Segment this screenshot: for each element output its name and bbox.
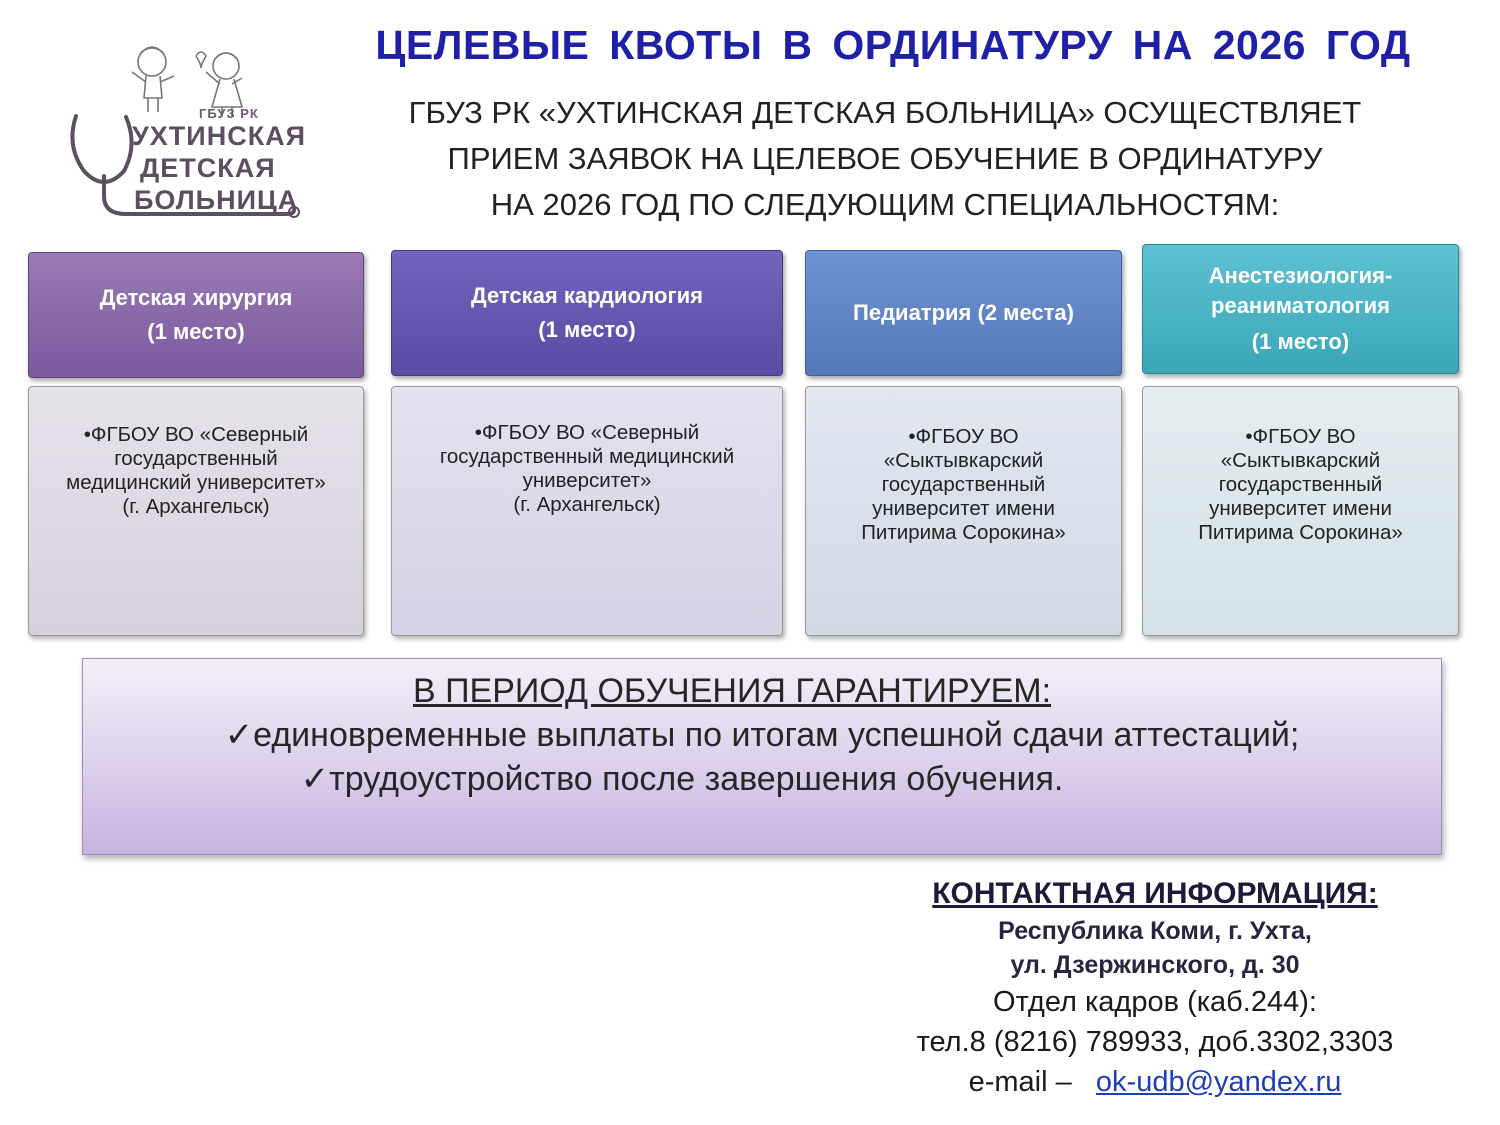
subtitle-line: ГБУЗ РК «УХТИНСКАЯ ДЕТСКАЯ БОЛЬНИЦА» ОСУЩЕСТВЛЯЕТ — [408, 95, 1362, 130]
logo-line-3: БОЛЬНИЦА — [134, 185, 299, 215]
specialty-card-header — [805, 250, 1122, 376]
address-line: ул. Дзержинского, д. 30 — [1010, 951, 1300, 979]
address-line: Республика Коми, г. Ухта, — [998, 917, 1312, 945]
university-line: университет имени — [872, 497, 1055, 520]
university-line: (г. Архангельск) — [122, 495, 270, 518]
university-card — [391, 386, 783, 636]
contact-info — [860, 874, 1450, 1102]
specialty-name: реаниматология — [1211, 293, 1390, 318]
page-subtitle — [340, 90, 1430, 228]
university-line: государственный — [1218, 473, 1383, 496]
specialty-name: Детская хирургия — [99, 285, 293, 310]
contacts-title: КОНТАКТНАЯ ИНФОРМАЦИЯ: — [932, 877, 1378, 910]
guarantee-box — [82, 658, 1442, 855]
university-line: Питирима Сорокина» — [861, 521, 1066, 544]
phone: тел.8 (8216) 789933, доб.3302,3303 — [916, 1026, 1394, 1058]
specialty-card-header — [1142, 244, 1459, 374]
university-line: медицинский университет» — [66, 471, 326, 494]
specialty-places: (1 место) — [538, 317, 636, 342]
page-title: ЦЕЛЕВЫЕ КВОТЫ В ОРДИНАТУРУ НА 2026 ГОД — [375, 22, 1411, 68]
specialty-places: (1 место) — [147, 319, 245, 344]
department: Отдел кадров (каб.244): — [993, 986, 1317, 1018]
specialty-card-header — [28, 252, 364, 378]
email-label: e-mail – — [968, 1066, 1072, 1098]
university-card — [805, 386, 1122, 636]
university-line: Питирима Сорокина» — [1198, 521, 1403, 544]
university-line: университет» — [522, 469, 652, 492]
university-line: «Сыктывкарский — [883, 449, 1044, 472]
university-line: государственный — [881, 473, 1046, 496]
subtitle-line: НА 2026 ГОД ПО СЛЕДУЮЩИМ СПЕЦИАЛЬНОСТЯМ: — [490, 187, 1280, 222]
logo-line-2: ДЕТСКАЯ — [140, 153, 276, 183]
university-line: •ФГБОУ ВО «Северный — [474, 421, 700, 444]
university-line: (г. Архангельск) — [513, 493, 661, 516]
specialty-name: Анестезиология- — [1208, 263, 1393, 288]
university-line: государственный медицинский — [439, 445, 735, 468]
guarantee-item: ✓единовременные выплаты по итогам успешной сдачи аттестаций; — [224, 716, 1300, 754]
guarantee-title: В ПЕРИОД ОБУЧЕНИЯ ГАРАНТИРУЕМ: — [412, 672, 1052, 710]
subtitle-line: ПРИЕМ ЗАЯВОК НА ЦЕЛЕВОЕ ОБУЧЕНИЕ В ОРДИНАТУРУ — [447, 141, 1323, 176]
university-line: университет имени — [1209, 497, 1392, 520]
email-link[interactable]: ok-udb@yandex.ru — [1095, 1066, 1342, 1098]
university-line: •ФГБОУ ВО — [1245, 425, 1356, 448]
specialty-name: Детская кардиология — [471, 283, 703, 308]
guarantee-item: ✓трудоустройство после завершения обучения. — [300, 760, 1064, 798]
hospital-logo — [36, 36, 306, 226]
university-line: «Сыктывкарский — [1220, 449, 1381, 472]
university-line: государственный — [114, 447, 278, 470]
email-row — [860, 1062, 1450, 1102]
university-card — [28, 386, 364, 636]
university-line: •ФГБОУ ВО — [908, 425, 1019, 448]
specialty-name: Педиатрия (2 места) — [853, 300, 1074, 325]
logo-line-1: УХТИНСКАЯ — [132, 121, 307, 151]
logo-small-text: ГБУЗ РК — [199, 106, 259, 121]
specialty-card-header — [391, 250, 783, 376]
university-card — [1142, 386, 1459, 636]
specialty-places: (1 место) — [1251, 329, 1350, 354]
university-line: •ФГБОУ ВО «Северный — [83, 423, 309, 446]
